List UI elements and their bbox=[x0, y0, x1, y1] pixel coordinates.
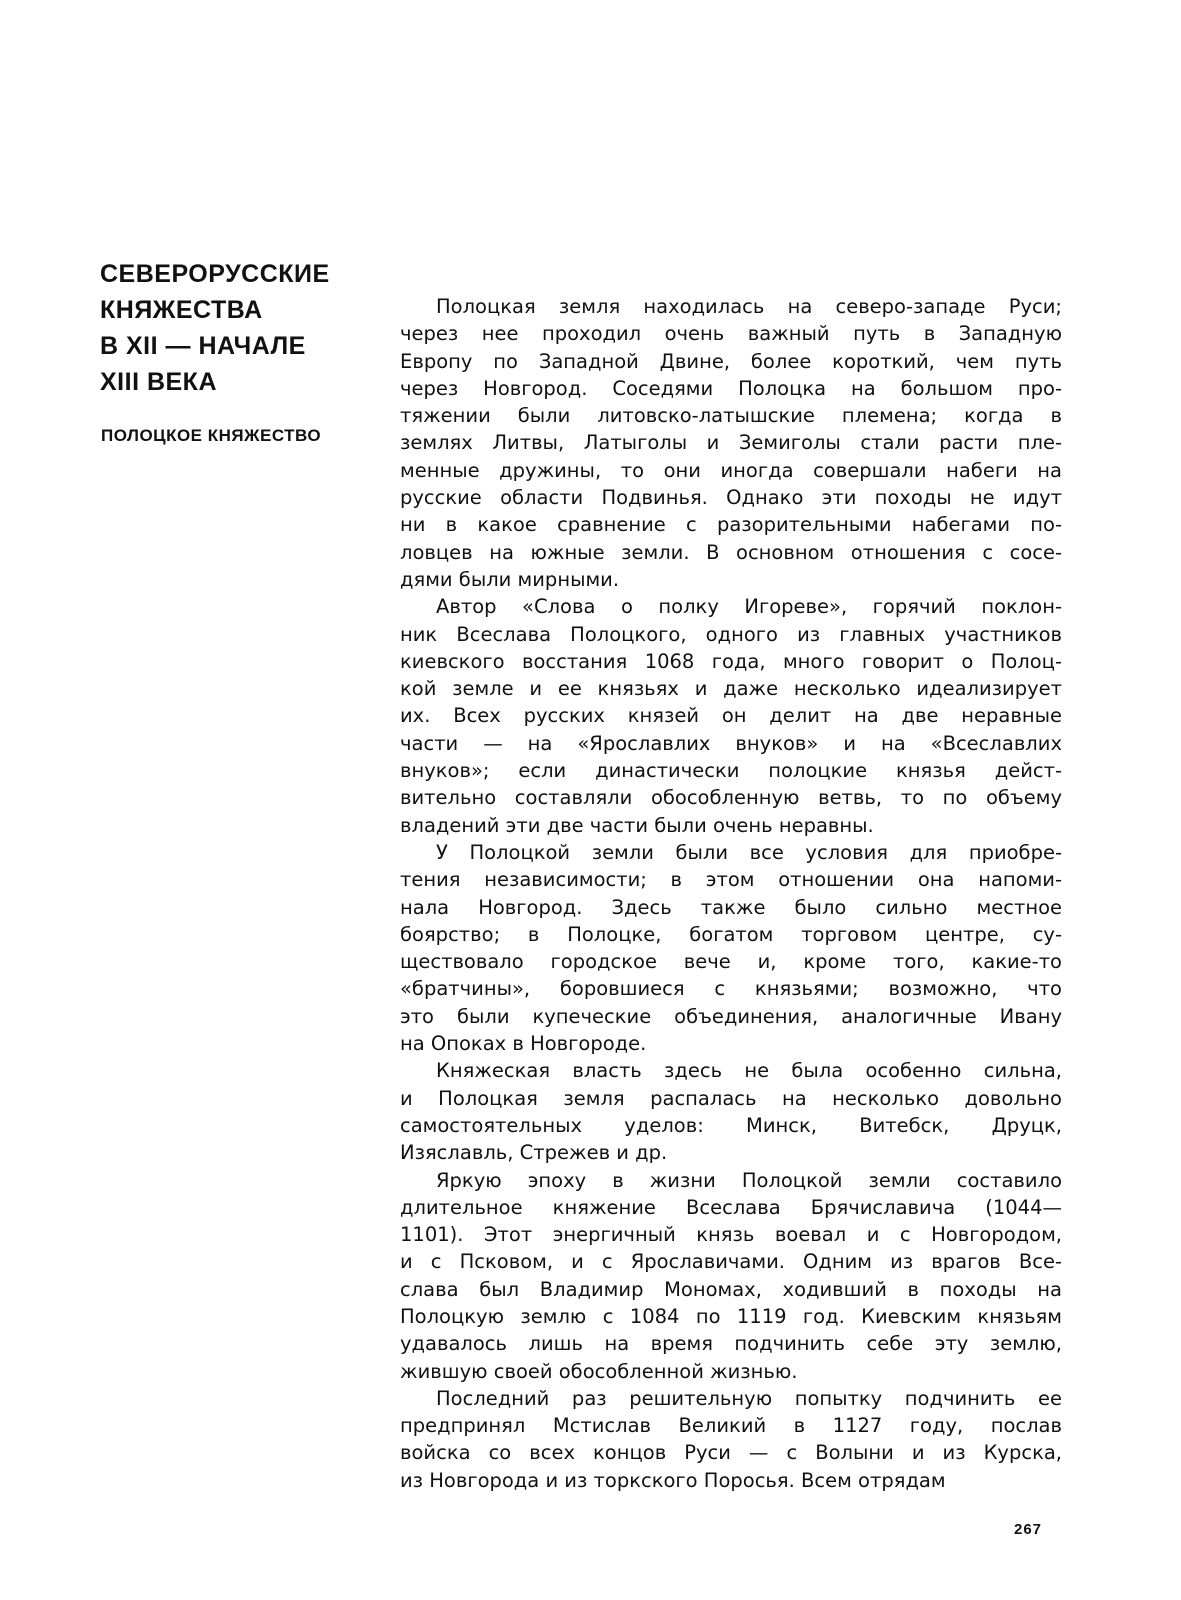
paragraph bbox=[400, 1385, 1062, 1494]
text-line: Последний раз решительную попытку подчинить ее bbox=[436, 1386, 1062, 1410]
chapter-title-line: В XII — НАЧАЛЕ bbox=[100, 332, 306, 360]
text-line: киевского восстания 1068 года, много говорит о Полоц- bbox=[400, 649, 1062, 673]
text-line: через Новгород. Соседями Полоцка на большом про- bbox=[400, 376, 1062, 400]
text-line: землях Литвы, Латыголы и Земиголы стали расти пле- bbox=[400, 431, 1062, 455]
text-line: Полоцкую землю с 1084 по 1119 год. Киевским князьям bbox=[400, 1304, 1062, 1328]
text-line: русские области Подвинья. Однако эти походы не идут bbox=[400, 486, 1062, 510]
text-line: тения независимости; в этом отношении она напоми- bbox=[400, 868, 1062, 892]
text-line: слава был Владимир Мономах, ходивший в походы на bbox=[400, 1277, 1062, 1301]
text-line: и Полоцкая земля распалась на несколько довольно bbox=[400, 1086, 1062, 1110]
text-line: Княжеская власть здесь не была особенно сильна, bbox=[436, 1059, 1062, 1083]
text-line: удавалось лишь на время подчинить себе эту землю, bbox=[400, 1332, 1062, 1356]
paragraph bbox=[400, 593, 1062, 839]
text-line: из Новгорода и из торкского Поросья. Всем отрядам bbox=[400, 1468, 946, 1492]
text-line: менные дружины, то они иногда совершали набеги на bbox=[400, 458, 1062, 482]
text-line: это были купеческие объединения, аналогичные Ивану bbox=[400, 1004, 1062, 1028]
text-line: владений эти две части были очень неравны. bbox=[400, 813, 874, 837]
text-line: Европу по Западной Двине, более короткий, чем путь bbox=[400, 349, 1062, 373]
paragraph bbox=[400, 293, 1062, 593]
text-line: нала Новгород. Здесь также было сильно местное bbox=[400, 895, 1062, 919]
text-line: предпринял Мстислав Великий в 1127 году, послав bbox=[400, 1414, 1062, 1438]
text-line: вительно составляли обособленную ветвь, то по объему bbox=[400, 786, 1062, 810]
text-line: боярство; в Полоцке, богатом торговом центре, су- bbox=[400, 922, 1062, 946]
text-line: ществовало городское вече и, кроме того, какие-то bbox=[400, 950, 1062, 974]
text-line: их. Всех русских князей он делит на две неравные bbox=[400, 704, 1062, 728]
chapter-title bbox=[100, 256, 380, 400]
text-line: 1101). Этот энергичный князь воевал и с Новгородом, bbox=[400, 1223, 1062, 1247]
text-line: Полоцкая земля находилась на северо-западе Руси; bbox=[436, 295, 1062, 318]
chapter-title-line: СЕВЕРОРУССКИЕ bbox=[100, 260, 330, 288]
text-line: «братчины», боровшиеся с князьями; возможно, что bbox=[400, 977, 1062, 1001]
text-line: У Полоцкой земли были все условия для приобре- bbox=[436, 840, 1062, 864]
paragraph bbox=[400, 1167, 1062, 1385]
text-line: через нее проходил очень важный путь в Западную bbox=[400, 322, 1062, 346]
text-line: внуков»; если династически полоцкие князья дейст- bbox=[400, 759, 1062, 783]
chapter-title-line: КНЯЖЕСТВА bbox=[100, 296, 263, 324]
text-line: ник Всеслава Полоцкого, одного из главных участников bbox=[400, 622, 1062, 646]
text-line: самостоятельных уделов: Минск, Витебск, Друцк, bbox=[400, 1113, 1062, 1137]
chapter-title-line: XIII ВЕКА bbox=[100, 368, 217, 396]
text-line: дями были мирными. bbox=[400, 567, 620, 591]
text-line: тяжении были литовско-латышские племена; когда в bbox=[400, 404, 1062, 428]
text-line: кой земле и ее князьях и даже несколько идеализирует bbox=[400, 677, 1062, 701]
text-line: и с Псковом, и с Ярославичами. Одним из врагов Все- bbox=[400, 1250, 1062, 1274]
text-line: на Опоках в Новгороде. bbox=[400, 1032, 647, 1056]
page-number: 267 bbox=[1014, 1521, 1043, 1538]
text-line: ни в какое сравнение с разорительными набегами по- bbox=[400, 513, 1062, 537]
text-line: длительное княжение Всеслава Брячиславича (1044— bbox=[400, 1195, 1062, 1219]
text-line: Автор «Слова о полку Игореве», горячий поклон- bbox=[436, 595, 1062, 619]
text-line: Изяславль, Стрежев и др. bbox=[400, 1141, 668, 1165]
text-line: Яркую эпоху в жизни Полоцкой земли составило bbox=[436, 1168, 1062, 1192]
text-line: ловцев на южные земли. В основном отношения с сосе- bbox=[400, 540, 1062, 564]
text-line: войска со всех концов Руси — с Волыни и из Курска, bbox=[400, 1441, 1062, 1465]
section-title: ПОЛОЦКОЕ КНЯЖЕСТВО bbox=[101, 426, 322, 445]
text-line: жившую своей обособленной жизнью. bbox=[400, 1359, 798, 1383]
paragraph bbox=[400, 839, 1062, 1057]
body-text bbox=[400, 293, 1062, 1494]
text-line: части — на «Ярославлих внуков» и на «Всеславлих bbox=[400, 731, 1062, 755]
paragraph bbox=[400, 1057, 1062, 1166]
